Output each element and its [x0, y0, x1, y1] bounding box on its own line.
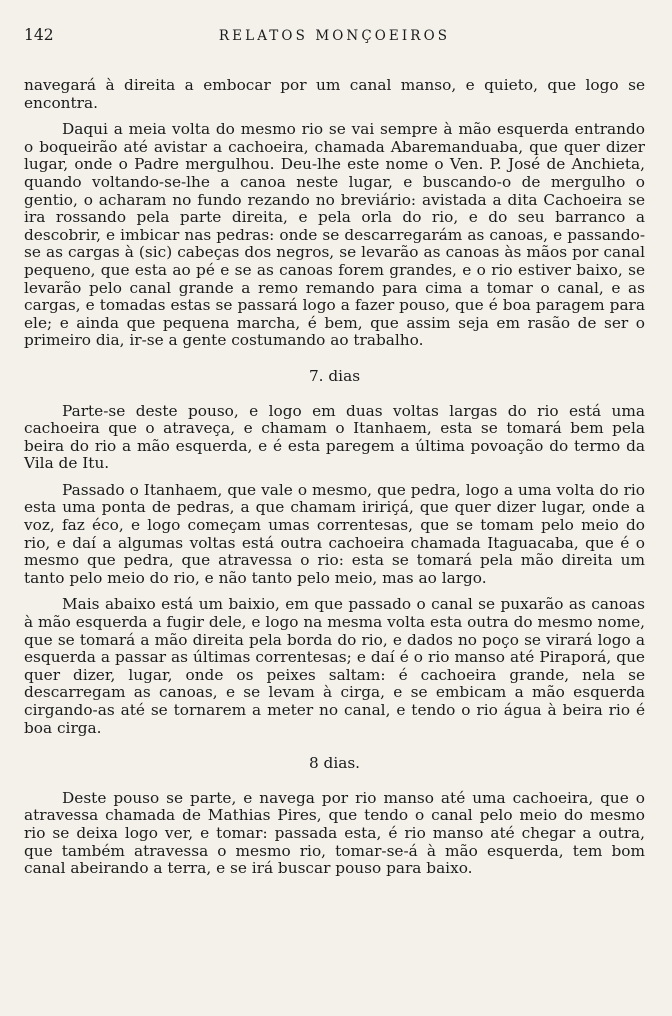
- paragraph: Mais abaixo está um baixio, em que passado o canal se puxarão as canoas à mão esquerda a fugir dele, e logo na mesma volta esta outra do mesmo nome, que se tomará a mão direita pela borda do rio, e dados no poço se virará logo a esquerda a passar as últimas correntesas; e daí é o rio manso até Piraporá, que quer dizer, lugar, onde os peixes saltam: é cachoeira grande, nela se descarregam as canoas, e se levam à cirga, e se embicam a mão esquerda cirgando-as até se tornarem a meter no canal, e tendo o rio água à beira rio é boa cirga.: [24, 595, 645, 737]
- paragraph: Daqui a meia volta do mesmo rio se vai sempre à mão esquerda entrando o boqueirão até avistar a cachoeira, chamada Abaremanduaba, que quer dizer lugar, onde o Padre mergulhou. Deu-lhe este nome o Ven. P. José de Anchieta, quando voltando-se-lhe a canoa neste lugar, e buscando-o de mergulho o gentio, o acharam no fundo rezando no breviário: avistada a dita Cachoeira se ira rossando pela parte direita, e pela orla do rio, e do seu barranco a descobrir, e imbicar nas pedras: onde se descarregarám as canoas, e passando-se as cargas à (sic) cabeças dos negros, se levarão as canoas às mãos por canal pequeno, que esta ao pé e se as canoas forem grandes, e o rio estiver baixo, se levarão pelo canal grande a remo remando para cima a tomar o canal, e as cargas, e tomadas estas se passará logo a fazer pouso, que é boa paragem para ele; e ainda que pequena marcha, é bem, que assim seja em rasão de ser o primeiro dia, ir-se a gente costumando ao trabalho.: [24, 120, 645, 350]
- running-head: RELATOS MONÇOEIROS: [218, 28, 451, 44]
- section-heading: 8 dias.: [308, 754, 361, 773]
- page-number: 142: [24, 26, 54, 44]
- section-heading: 7. dias: [308, 366, 361, 385]
- page-header: [24, 26, 645, 54]
- paragraph: Passado o Itanhaem, que vale o mesmo, que pedra, logo a uma volta do rio esta uma ponta de pedras, a que chamam iririçá, que quer dizer lugar, onde a voz, faz éco, e logo começam umas correntesas, que se tomam pelo meio do rio, e daí a algumas voltas está outra cachoeira chamada Itaguacaba, que é o mesmo que pedra, que atravessa o rio: esta se tomará pela mão direita um tanto pelo meio do rio, e não tanto pelo meio, mas ao largo.: [24, 480, 645, 587]
- paragraph: Parte-se deste pouso, e logo em duas voltas largas do rio está uma cachoeira que o atraveça, e chamam o Itanhaem, esta se tomará bem pela beira do rio a mão esquerda, e é esta paregem a última povoação do termo da Vila de Itu.: [24, 401, 645, 473]
- paragraph: Deste pouso se parte, e navega por rio manso até uma cachoeira, que o atravessa chamada de Mathias Pires, que tendo o canal pelo meio do mesmo rio se deixa logo ver, e tomar: passada esta, é rio manso até chegar a outra, que também atravessa o mesmo rio, tomar-se-á à mão esquerda, tem bom canal abeirando a terra, e se irá buscar pouso para baixo.: [24, 788, 645, 878]
- paragraph: navegará à direita a embocar por um canal manso, e quieto, que logo se encontra.: [24, 76, 645, 112]
- page-body: [24, 77, 645, 878]
